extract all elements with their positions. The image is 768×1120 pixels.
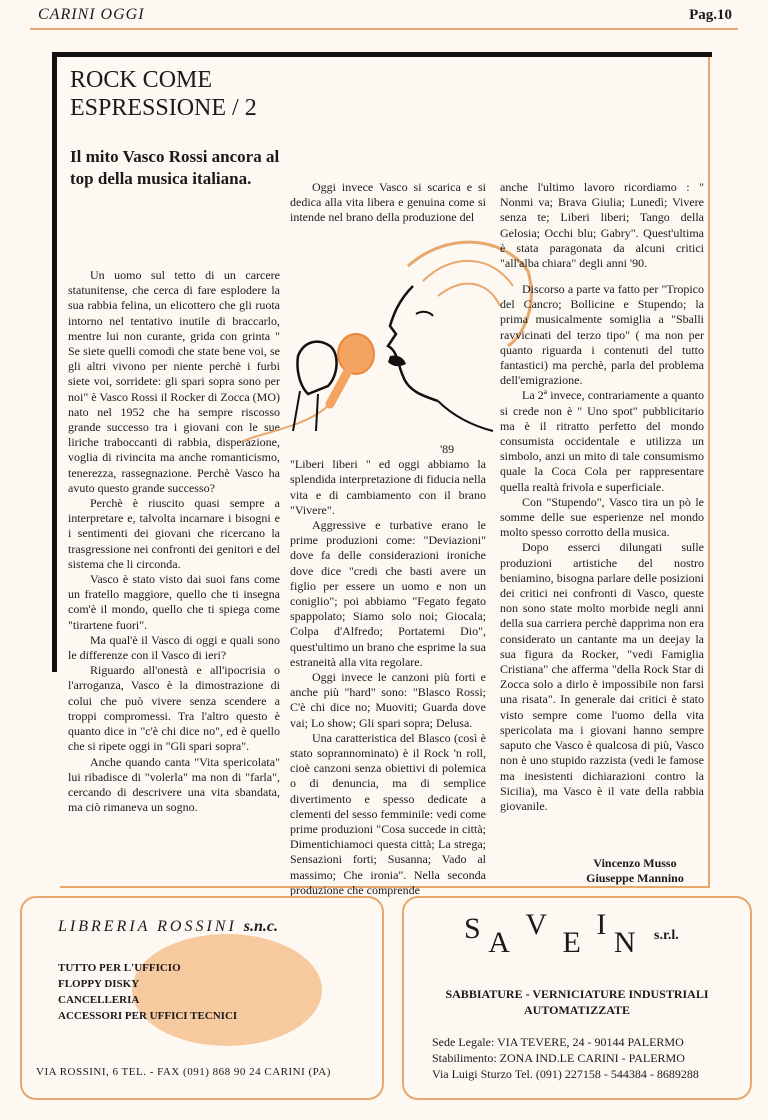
microphone-handle (330, 371, 348, 404)
ad-contact-line: Sede Legale: VIA TEVERE, 24 - 90144 PALERMO (432, 1035, 684, 1049)
paragraph: Perchè è riuscito quasi sempre a interpretare e, talvolta incarnare i bisogni e i sentimenti dei giovani che ricercano la trasgressione nei confronti dei genitori e del sistema che li circonda. (68, 496, 280, 571)
page-number: Pag.10 (689, 7, 732, 23)
article-authors (560, 856, 710, 886)
paragraph: '89 "Liberi liberi " ed oggi abbiamo la splendida interpretazione di fiducia nella vita e di cambiamento con il brano "Vivere". (290, 442, 486, 517)
face-outline (388, 286, 438, 401)
hair-stroke (438, 284, 500, 306)
paragraph: Oggi invece le canzoni più forti e anche più "hard" sono: "Blasco Rossi; C'è chi dice no; Muoviti; Guarda dove vai; Lo show; Gli spari sopra; Delusa. (290, 670, 486, 730)
paragraph: Dopo esserci dilungati sulle produzioni artistiche del nostro beniamino, bisogna parlare delle posizioni dei critici nei confronti di Vasco, queste non sono state molto morbide negli anni della sua carriera perchè dapprima non era considerato un cantante ma un deejay la sua figura da Rocker, "vedi Famiglia Cristiana" che afferma "della Rock Star di Zocca solo a dirlo è impossibile non farsi una risata". In generale dai critici è stato visto sempre come l'uomo della vita spericolata ma i giovani hanno sempre saputo che Vasco è qualcosa di più, Vasco non è uno stupido razzista (vedi le famose ma inesistenti dichiarazioni contro la Sicilia), ma Vasco è il vate della rabbia giovanile. (500, 540, 704, 813)
article-column-3-top (500, 180, 704, 271)
ad-libreria-rossini (20, 896, 384, 1100)
paragraph: Discorso a parte va fatto per "Tropico del Cancro; Bollicine e Stupendo; la prima musicalmente somiglia a "Sballi ravvicinati del terzo tipo" ( ma non per quanto riguarda i contenuti del tutto fantastici) ma perchè, parla del problema dell'emigrazione. (500, 282, 704, 388)
neck-line (438, 401, 493, 431)
paragraph: Vasco è stato visto dai suoi fans come un fratello maggiore, quello che ti insegna com'è il mondo, quello che ti spiega come "tirartene fuori". (68, 572, 280, 632)
title-line-2: ESPRESSIONE / 2 (70, 95, 257, 121)
logo-letter: N (613, 926, 636, 959)
paragraph: Ma qual'è il Vasco di oggi e quali sono le differenze con il Vasco di ieri? (68, 632, 280, 663)
logo-letter: E (562, 926, 581, 959)
ad-business-suffix: s.n.c. (243, 918, 279, 935)
ad-contact-line: Via Luigi Sturzo Tel. (091) 227158 - 544384 - 8689288 (432, 1067, 699, 1081)
article-left-bar (52, 52, 57, 672)
logo-letter: A (488, 926, 510, 959)
eye (416, 312, 433, 316)
article-column-3 (500, 282, 704, 814)
ad-item: CANCELLERIA (58, 994, 140, 1006)
magazine-logo: CARINI OGGI (38, 6, 145, 23)
ad-savein (402, 896, 752, 1100)
paragraph: anche l'ultimo lavoro ricordiamo : " Nonmi va; Brava Giulia; Lunedì; Vivere senza te; Liberi liberi; Tango della Gelosia; Occhi blu; Gabry". Quest'ultima è stata paragonata da alcuni critici "all'alba chiara" degli anni '90. (500, 180, 704, 271)
ad-contact-line: Stabilimento: ZONA IND.LE CARINI - PALERMO (432, 1051, 685, 1065)
logo-letter: S (464, 912, 481, 945)
ad-item: FLOPPY DISKY (58, 978, 140, 990)
logo-letter: V (525, 908, 548, 941)
paragraph: Oggi invece Vasco si scarica e si dedica alla vita libera e genuina come si intende nel brano della produzione del (290, 180, 486, 225)
article-title (70, 66, 257, 122)
wrist-line (293, 391, 318, 431)
article-subtitle: Il mito Vasco Rossi ancora al top della musica italiana. (70, 147, 280, 188)
header-rule (30, 28, 738, 30)
ad-description-line: AUTOMATIZZATE (523, 1003, 631, 1017)
author-name: Giuseppe Mannino (586, 871, 684, 885)
paragraph: Aggressive e turbative erano le prime produzioni come: "Deviazioni" dove fa delle considerazioni ironiche dove dice "credi che basti avere un figlio per essere un uomo e non un coniglio"; poi abbiamo "Fegato fegato spappolato; Siamo solo noi; Giocala; Colpa d'Alfredo; Portatemi Dio", quest'ultimo un brano che esprime la sua estraneità alla vita regolare. (290, 518, 486, 669)
ad-description-line: SABBIATURE - VERNICIATURE INDUSTRIALI (445, 987, 709, 1001)
ad-title (58, 918, 278, 936)
microphone-head (338, 334, 374, 374)
paragraph: Riguardo all'onestà e all'ipocrisia o l'arroganza, Vasco è la dimostrazione di colui che può vivere senza scendere a troppi compromessi. Tra l'altro questo è quanto dice in "c'è chi dice no", ed è quello che si ripete oggi in "Gli spari sopra". (68, 663, 280, 754)
ad-item: ACCESSORI PER UFFICI TECNICI (58, 1010, 238, 1022)
article-top-bar (52, 52, 712, 57)
article-column-2-bottom (290, 442, 486, 898)
paragraph: Un uomo sul tetto di un carcere statunitense, che cerca di fare esplodere la sua rabbia felina, un elicottero che gli ruota intorno nel tentativo inutile di braccarlo, mentre lui non curante, grida con grinta " Se siete quelli comodi che state bene voi, se gli altri vivono per niente perchè i furbi siete voi, sorridete: gli spari sopra sono per noi" è Vasco Rossi il Rocker di Zocca (MO) nato nel 1952 che ha sempre riscosso grande successo tra i giovani con le sue liriche traboccanti di rabbia, disperazione, voglia di rivincita ma anche romanticismo, tenerezza, rassegnazione. Perchè Vasco ha avuto questo grande successo? (68, 268, 280, 495)
savein-suffix: s.r.l. (654, 928, 679, 943)
article-column-2-top (290, 180, 486, 226)
ad-item: TUTTO PER L'UFFICIO (58, 962, 181, 974)
ad-business-name: LIBRERIA ROSSINI (58, 918, 237, 935)
singer-illustration (238, 226, 538, 456)
ad-item-list (58, 960, 237, 1024)
savein-logo (464, 908, 636, 959)
ad-description (404, 986, 750, 1018)
lips (388, 355, 406, 366)
hand-outline (297, 342, 336, 394)
paragraph: La 2ª invece, contrariamente a quanto si crede non è " Uno spot" pubblicitario ma è il ritratto perfetto del mondo consumista occidentale e utilizza un simbolo, anzi un mito di tale consumismo quale la Coca Cola per rappresentare quella realtà frivola e superficiale. (500, 388, 704, 494)
ad-contacts (432, 1034, 699, 1082)
ad-address: VIA ROSSINI, 6 TEL. - FAX (091) 868 90 24 CARINI (PA) (36, 1066, 331, 1078)
paragraph: Con "Stupendo", Vasco tira un pò le somme delle sue esperienze nel mondo molto spesso corrotto della musica. (500, 494, 704, 540)
logo-letter: I (596, 908, 607, 941)
paragraph: Una caratteristica del Blasco (così è stato soprannominato) è il Rock 'n roll, cioè canzoni senza obiettivi di polemica o di denuncia, ma di semplice divertimento e spesso dedicate a clementi del sesso femminile: vedi come prime produzioni "Cosa succede in città; Dimentichiamoci questa città; La strega; Sensazioni forti; Susanna; Vado al massimo; Che ironia". Nella seconda produzione che comprende (290, 730, 486, 897)
author-name: Vincenzo Musso (593, 856, 677, 870)
paragraph: Anche quando canta "Vita spericolata" lui ribadisce di "volerla" ma non di "farla", cercando di descrivere una vita sbandata, ma ciò rimaneva un sogno. (68, 754, 280, 815)
title-line-1: ROCK COME (70, 67, 213, 93)
